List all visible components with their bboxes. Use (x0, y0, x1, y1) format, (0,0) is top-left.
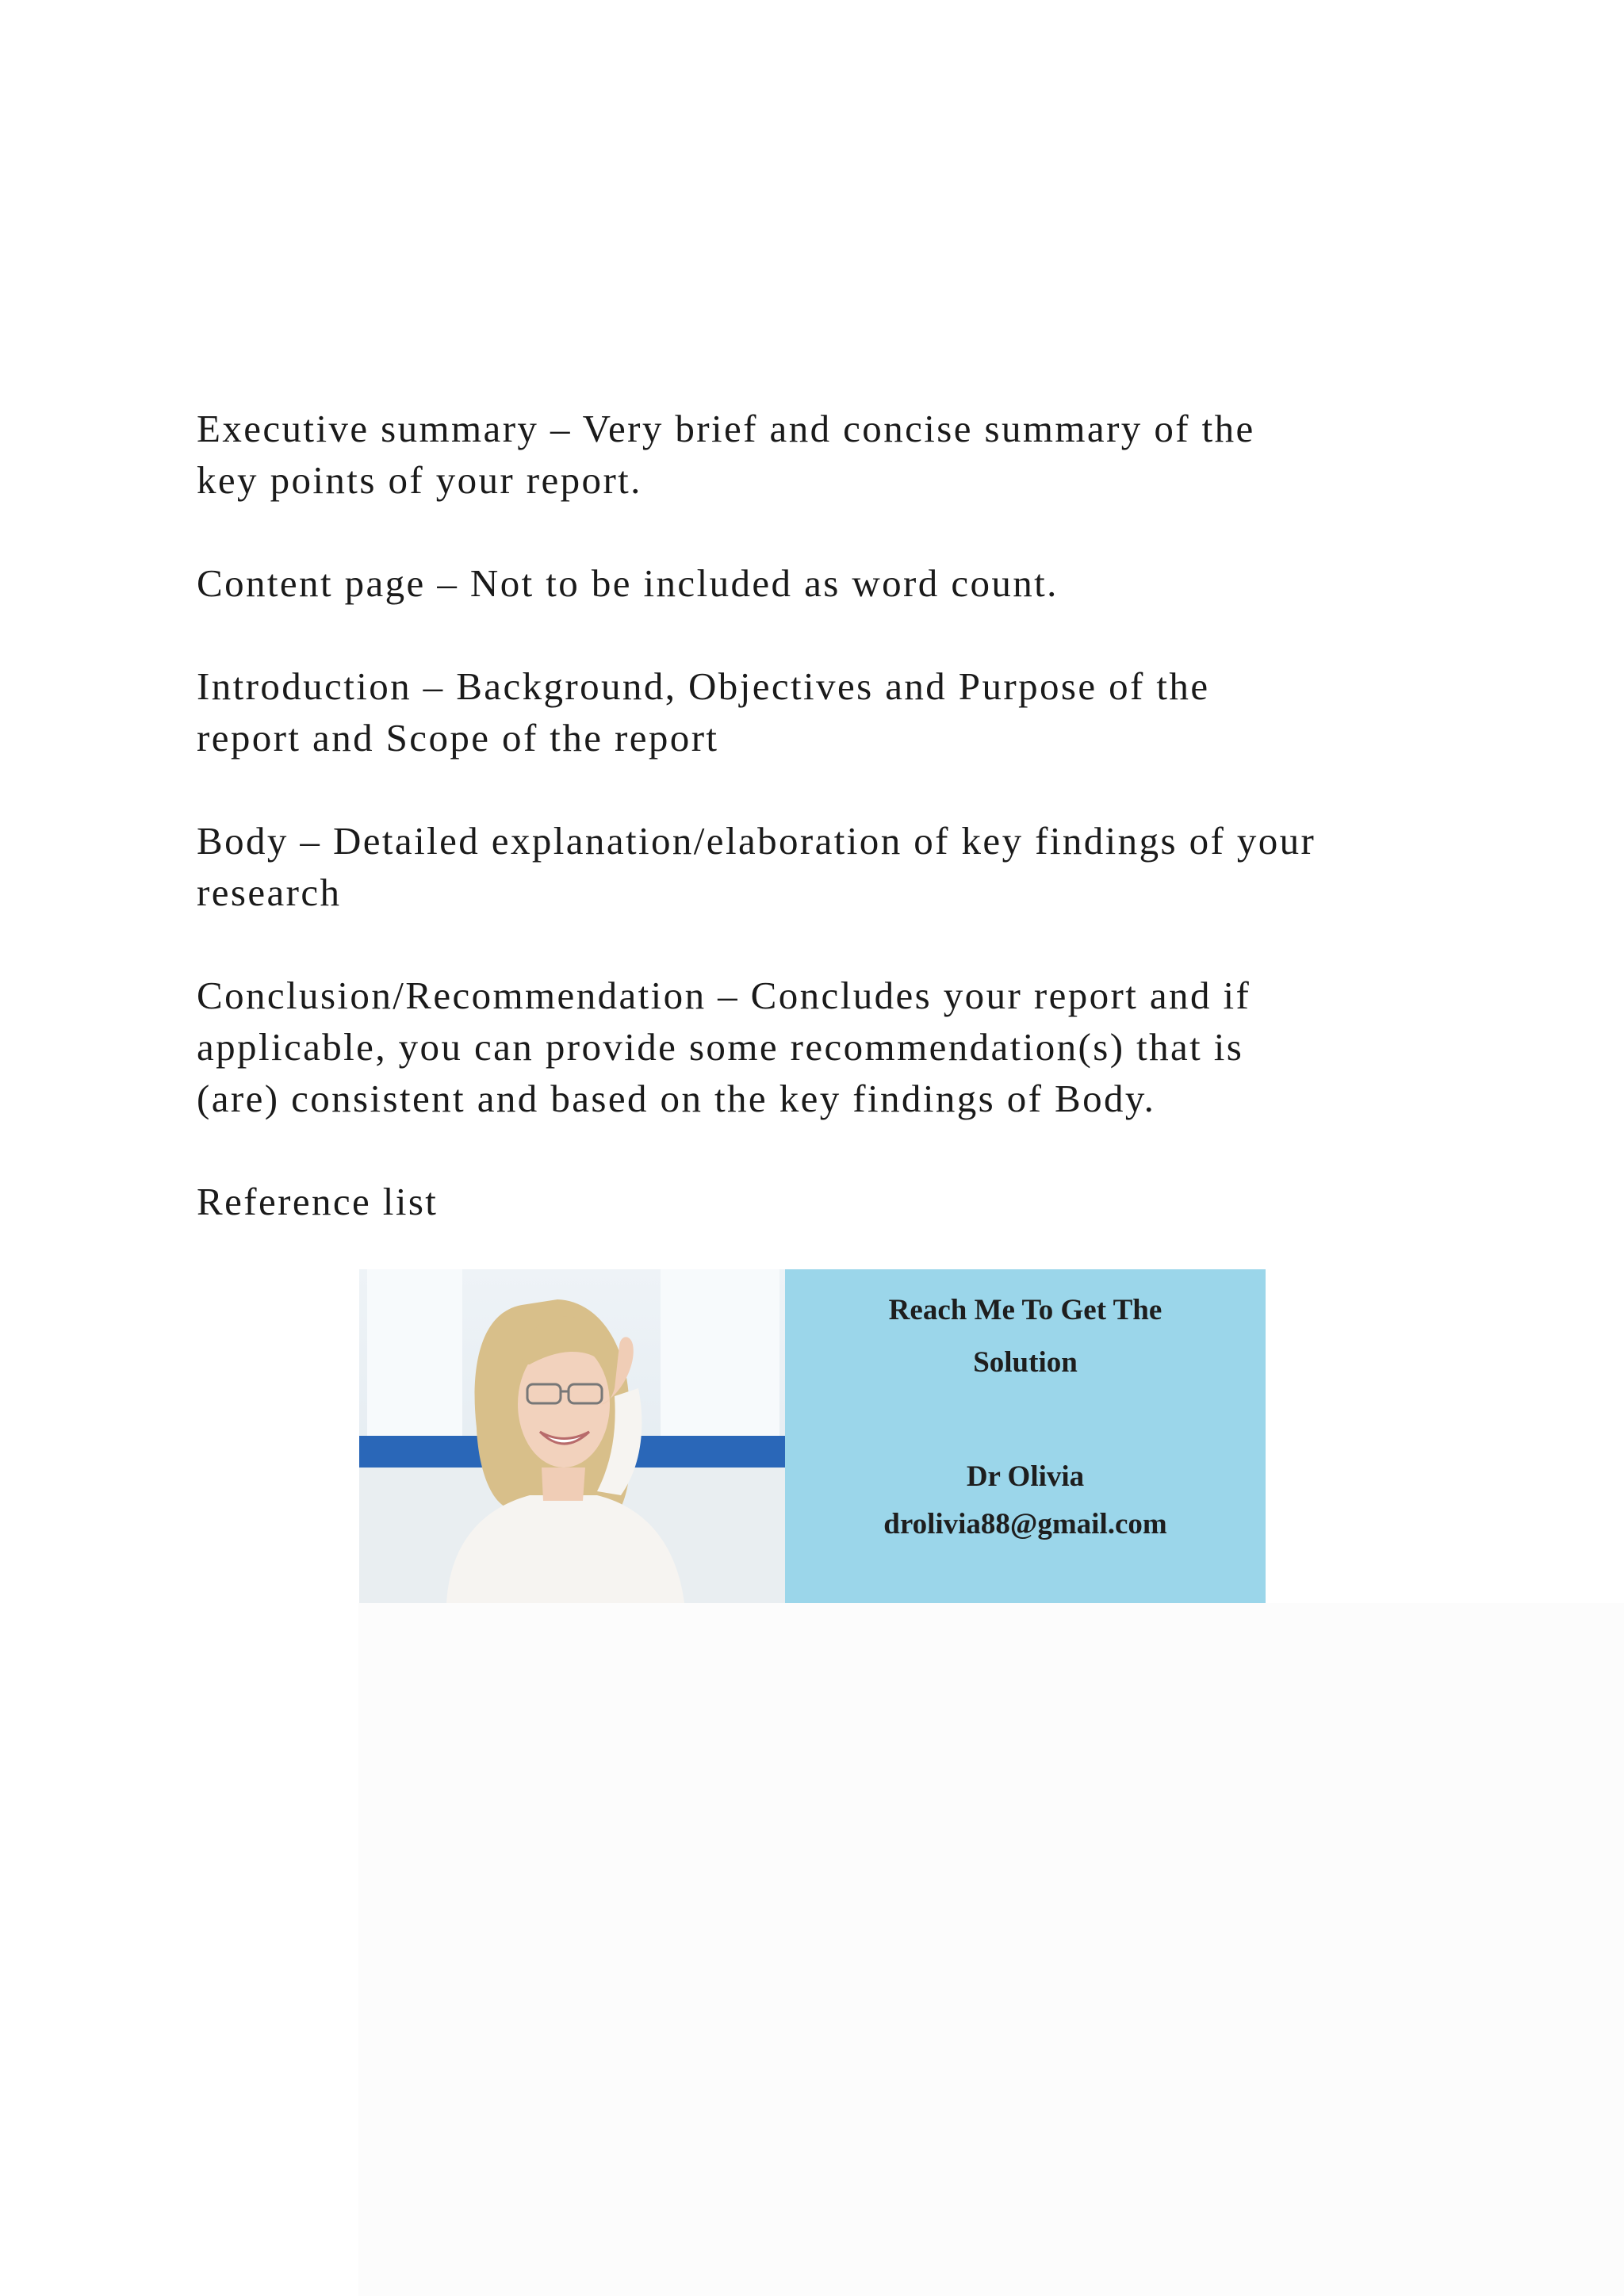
contact-banner (359, 1269, 1266, 1603)
text-line: key points of your report. (197, 458, 642, 502)
text-line: Executive summary – Very brief and concise summary of the (197, 407, 1255, 450)
paragraph-conclusion (197, 970, 1434, 1124)
text-line: Content page – Not to be included as word count. (197, 561, 1059, 605)
paragraph-content-page (197, 557, 1434, 609)
contact-name: Dr Olivia (966, 1460, 1085, 1493)
paragraph-introduction (197, 660, 1434, 763)
text-line: research (197, 871, 342, 914)
document-body (197, 403, 1434, 1279)
woman-figure (359, 1269, 785, 1603)
contact-email: drolivia88@gmail.com (883, 1508, 1167, 1540)
paragraph-executive-summary (197, 403, 1434, 506)
paragraph-reference-list (197, 1176, 1434, 1227)
paragraph-body (197, 815, 1434, 918)
text-line: Reference list (197, 1180, 439, 1223)
text-line: Conclusion/Recommendation – Concludes your report and if (197, 974, 1251, 1017)
contact-panel (785, 1269, 1266, 1603)
text-line: applicable, you can provide some recommendation(s) that is (197, 1025, 1244, 1069)
text-line: (are) consistent and based on the key findings of Body. (197, 1077, 1156, 1120)
headline-line-1: Reach Me To Get The (888, 1294, 1162, 1326)
headline-line-2: Solution (973, 1346, 1078, 1379)
text-line: Body – Detailed explanation/elaboration of key findings of your (197, 819, 1316, 863)
text-line: report and Scope of the report (197, 716, 719, 760)
background-panel (358, 1603, 1624, 2296)
text-line: Introduction – Background, Objectives and Purpose of the (197, 664, 1210, 708)
woman-photo (359, 1269, 785, 1603)
